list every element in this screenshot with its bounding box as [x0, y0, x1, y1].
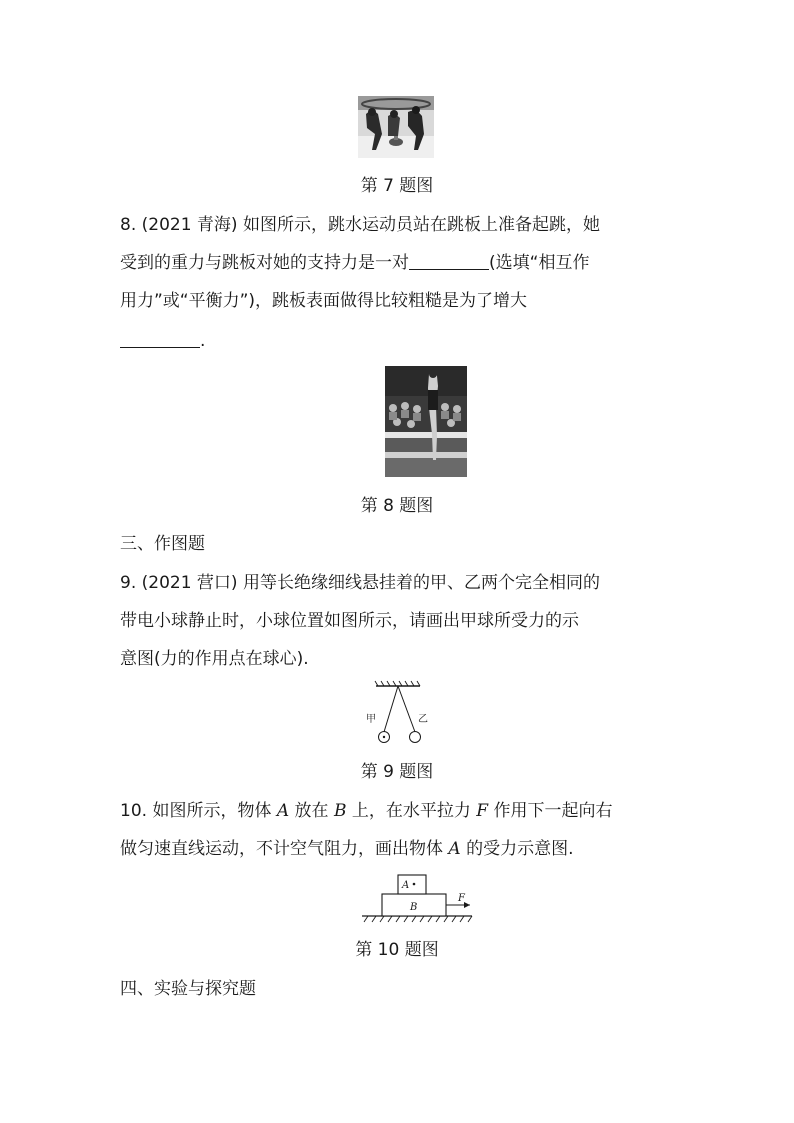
figure-9-caption: 第 9 题图: [360, 762, 434, 782]
figure-7-caption: 第 7 题图: [360, 176, 434, 196]
q10-line-1: 10. 如图所示，物体 A 放在 B 上，在水平拉力 F 作用下一起向右: [120, 801, 613, 821]
block-b-label: B: [410, 902, 418, 913]
q8-line-3: 用力”或“平衡力”)，跳板表面做得比较粗糙是为了增大: [120, 291, 528, 311]
ball-jia-label: 甲: [366, 714, 376, 725]
q9-line-2: 带电小球静止时，小球位置如图所示，请画出甲球所受力的示: [120, 611, 579, 631]
block-a-label: A: [402, 880, 410, 891]
q8-line-2: 受到的重力与跳板对她的支持力是一对 (选填“相互作: [120, 253, 590, 273]
curling-photo: [358, 96, 434, 158]
diving-photo: [385, 366, 467, 477]
q9-line-3: 意图(力的作用点在球心).: [120, 649, 309, 669]
ball-yi-label: 乙: [418, 714, 428, 725]
q8-line-4: .: [120, 330, 680, 352]
hanging-balls-diagram: [360, 680, 440, 746]
stacked-blocks-diagram: [362, 872, 476, 924]
answer-blank-1[interactable]: [409, 253, 489, 270]
force-f-label: F: [458, 893, 465, 904]
figure-8-caption: 第 8 题图: [360, 496, 434, 516]
section-4-heading: 四、实验与探究题: [120, 979, 256, 999]
q9-line-1: 9. (2021 营口) 用等长绝缘细线悬挂着的甲、乙两个完全相同的: [120, 573, 600, 593]
answer-blank-2[interactable]: [120, 331, 200, 348]
q10-line-2: 做匀速直线运动，不计空气阻力，画出物体 A 的受力示意图.: [120, 839, 574, 859]
section-3-heading: 三、作图题: [120, 534, 205, 554]
q8-line-1: 8. (2021 青海) 如图所示，跳水运动员站在跳板上准备起跳，她: [120, 215, 600, 235]
figure-10-caption: 第 10 题图: [355, 940, 439, 960]
